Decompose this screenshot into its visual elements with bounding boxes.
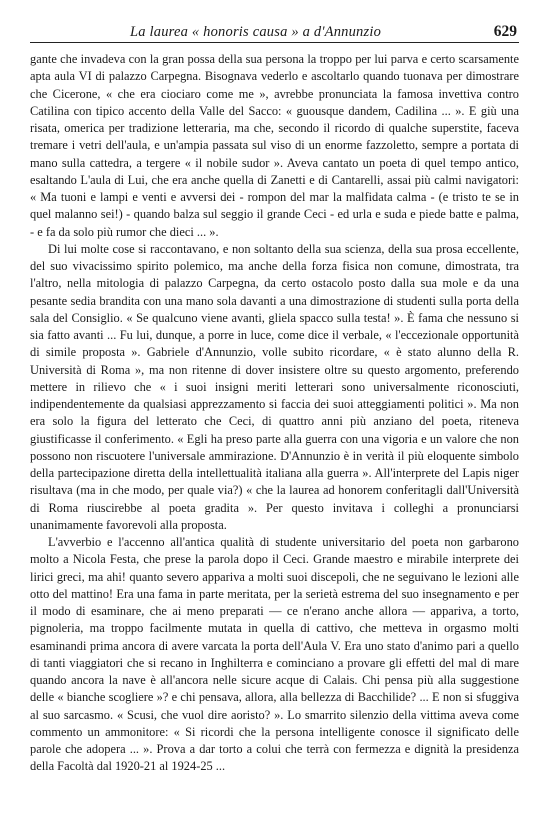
page-body — [30, 51, 519, 776]
paragraph-1: gante che invadeva con la gran possa della sua persona la troppo per lui parva e certo scarsamente apta aula VI di palazzo Carpegna. Bisognava vederlo e ascoltarlo quando tuonava per dimostrare che Cicerone, « che era ciociaro come me », avrebbe pronunciata la famosa invettiva contro Catilina con tipico accento della Valle del Sacco: « guousque dandem, Cadilina ... ». E giù una risata, omerica per tradizione letteraria, ma che, secondo il ricordo di qualche superstite, faceva tremare i vetri dell'aula, e un'ampia passata sul viso di un enorme fazzoletto, sempre a portata di mano sulla cattedra, a tergere « il nobile sudor ». Aveva cantato un poeta di quel tempo antico, esaltando L'aula di Lui, che era anche quella di Zanetti e di Cantarelli, assai più calmi navigatori: « Ma tuoni e lampi e venti e avversi dei - rompon del mar la malfidata calma - (e tristo te se in quel malanno sei!) - quando balza sul seggio il grande Ceci - ed urla e suda e piede batte e palma, - e fa da solo più rumor che dieci ... ». — [30, 52, 519, 239]
paragraph-2: Di lui molte cose si raccontavano, e non soltanto della sua scienza, della sua prosa eccellente, del suo vivacissimo spirito polemico, ma anche della forza fisica non comune, dimostrata, tra l'altro, nella mitologia di palazzo Carpegna, da certo ostacolo posto dalla sua mole e da una pesante sedia brandita con una mano sola davanti a una dimostrazione di studenti sulla porta della sala del Consiglio. « Se qualcuno viene avanti, gliela spacco sulla testa! ». È fama che nessuno si sia fatto avanti ... Fu lui, dunque, a porre in luce, come dice il verbale, « l'eccezionale opportunità di simile proposta ». Gabriele d'Annunzio, volle subito ricordare, « è stato alunno della R. Università di Roma », ma non ritenne di dover insistere oltre su questo argomento, preferendo mettere in rilievo che « i suoi insigni meriti letterari sono universalmente riconosciuti, indipendentemente da qualsiasi apprezzamento si faccia dei suoi atteggiamenti politici ». Ma non era solo la figura del letterato che Ceci, di quattro anni più anziano del poeta, riteneva giustificasse il conferimento. « Egli ha preso parte alla guerra con una vigoria e un valore che non possono non riscuotere l'universale ammirazione. D'Annunzio è in verità il più eloquente simbolo della partecipazione diretta della intellettualità italiana alla guerra ». All'interprete del Lapis niger risultava (ma in che modo, per quale via?) « che la laurea ad honorem conferitagli dall'Università di Roma riuscirebbe al poeta gradita ». Per questo invitava i colleghi a pronunciarsi unanimamente favorevoli alla proposta. — [30, 241, 519, 532]
running-title: La laurea « honoris causa » a d'Annunzio — [130, 24, 382, 40]
running-header — [30, 22, 519, 43]
page-number: 629 — [493, 23, 517, 40]
paragraph-3: L'avverbio e l'accenno all'antica qualità di studente universitario del poeta non garbarono molto a Nicola Festa, che prese la parola dopo il Ceci. Grande maestro e mirabile interprete dei lirici greci, ma ahi! quanto severo appariva a molti suoi discepoli, che ne seguivano le lezioni alle otto del mattino! Era una fama in parte meritata, per la serietà estrema del suo insegnamento e per il modo di esaminare, che ai meno preparati — ce n'erano anche allora — appariva, a torto, pignoleria, ma troppo facilmente mutata in quella di cattivo, che metteva in orgasmo molti esaminandi prima ancora di avere varcata la porta dell'Aula V. Era uno stato d'animo pari a quello di tanti viaggiatori che si recano in Inghilterra e cominciano a provare gli effetti del mal di mare quando ancora la nave è all'ancora nelle sicure acque di Calais. Chi pensa più alla suggestione delle « bianche scogliere »? e chi pensava, allora, alla bellezza di Bacchilide? ... E non si sfuggiva al suo sarcasmo. « Scusi, che vuol dire aoristo? ». Lo smarrito silenzio della vittima aveva come commento un ammonitore: « Si ricordi che la persona intelligente conosce il significato delle parole che adopera ... ». Prova a dar torto a colui che terrà con fermezza e dignità la presidenza della Facoltà dal 1920-21 al 1924-25 ... — [30, 535, 519, 774]
